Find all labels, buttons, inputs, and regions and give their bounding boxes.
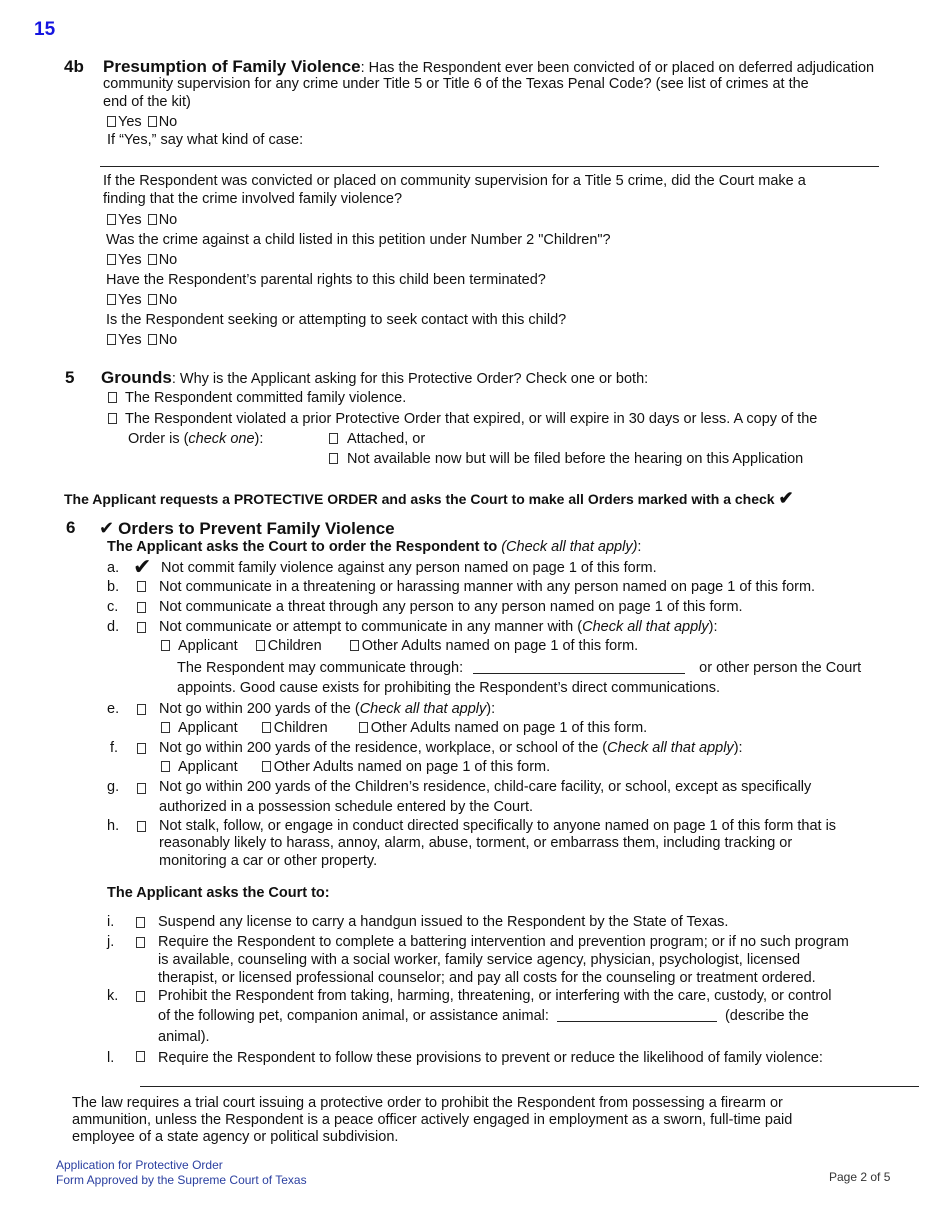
q2-answers	[107, 211, 177, 229]
animal-description-field[interactable]	[557, 1007, 717, 1022]
yes-label: Yes	[118, 212, 142, 228]
order-is-pre: Order is (	[128, 431, 189, 447]
q1-answers	[107, 113, 177, 131]
item-f-other-label: Other Adults named on page 1 of this form.	[273, 759, 551, 775]
q5-no-checkbox[interactable]	[148, 334, 157, 345]
item-h-line2: reasonably likely to harass, annoy, alarm, abuse, torment, or embarrass them, including tracking or	[159, 835, 793, 851]
section-6-title: Orders to Prevent Family Violence	[118, 519, 395, 538]
asks-pre: The Applicant asks the Court to order the Respondent to	[107, 539, 502, 555]
item-g-line2: authorized in a possession schedule entered by the Court.	[159, 799, 534, 815]
q4-no-checkbox[interactable]	[148, 294, 157, 305]
law-line1: The law requires a trial court issuing a protective order to prohibit the Respondent from possessing a firearm or	[72, 1095, 783, 1111]
item-f-post: ):	[733, 740, 743, 756]
item-g-checkbox[interactable]	[137, 783, 146, 794]
order-is-label	[128, 430, 263, 448]
item-d-other-checkbox[interactable]	[350, 640, 359, 651]
q2-line1: If the Respondent was convicted or placed on community supervision for a Title 5 crime, did the Court make a	[103, 173, 806, 189]
attached-checkbox[interactable]	[329, 433, 338, 444]
item-d-via	[177, 659, 861, 677]
check-mark-icon: ✔	[99, 518, 115, 538]
section-4b-title: Presumption of Family Violence	[103, 57, 361, 76]
q5-yes-checkbox[interactable]	[107, 334, 116, 345]
item-k-line2	[158, 1007, 809, 1025]
not-available-option	[329, 450, 803, 468]
order-is-post: ):	[254, 431, 264, 447]
item-d-children-checkbox[interactable]	[256, 640, 265, 651]
item-e-post: ):	[486, 701, 496, 717]
q2-line2: finding that the crime involved family violence?	[103, 191, 403, 207]
grounds-option-2-label: The Respondent violated a prior Protective Order that expired, or will expire in 30 days or less. A copy of the	[125, 411, 818, 427]
order-is-em: check one	[188, 431, 255, 447]
yes-label: Yes	[118, 114, 142, 130]
yes-label: Yes	[118, 292, 142, 308]
item-i-letter: i.	[107, 914, 115, 930]
section-5-intro: : Why is the Applicant asking for this Protective Order? Check one or both:	[171, 371, 649, 387]
q1-no-checkbox[interactable]	[148, 116, 157, 127]
not-available-label: Not available now but will be filed before the hearing on this Application	[347, 451, 804, 467]
section-6-heading	[99, 519, 395, 539]
item-d-via-post: or other person the Court	[699, 660, 862, 676]
item-d-checkbox[interactable]	[137, 622, 146, 633]
yes-label: Yes	[118, 252, 142, 268]
item-k-letter: k.	[107, 988, 119, 1004]
section-4b-number: 4b	[64, 57, 84, 76]
item-e-em: Check all that apply	[359, 701, 487, 717]
q3-text: Was the crime against a child listed in this petition under Number 2 "Children"?	[106, 232, 611, 248]
item-a-check-icon[interactable]: ✔	[133, 554, 152, 579]
q3-answers	[107, 251, 177, 269]
item-e-options	[161, 719, 647, 737]
q1-line3: end of the kit)	[103, 94, 191, 110]
item-l-letter: l.	[107, 1050, 115, 1066]
item-e-other-checkbox[interactable]	[359, 722, 368, 733]
item-h-line3: monitoring a car or other property.	[159, 853, 378, 869]
item-c-text: Not communicate a threat through any person to any person named on page 1 of this form.	[159, 599, 743, 615]
item-d-text	[159, 618, 718, 636]
item-d-via-line2: appoints. Good cause exists for prohibiting the Respondent’s direct communications.	[177, 680, 720, 696]
item-l-checkbox[interactable]	[136, 1051, 145, 1062]
grounds-option-1-checkbox[interactable]	[108, 392, 117, 403]
no-label: No	[158, 114, 178, 130]
check-mark-icon: ✔	[778, 488, 794, 508]
item-d-em: Check all that apply	[582, 619, 709, 635]
q4-yes-checkbox[interactable]	[107, 294, 116, 305]
request-line-text: The Applicant requests a PROTECTIVE ORDER and asks the Court to make all Orders marked with a check	[64, 491, 775, 507]
item-f-applicant-checkbox[interactable]	[161, 761, 170, 772]
item-k-line1: Prohibit the Respondent from taking, harming, threatening, or interfering with the care, custody, or control	[158, 988, 832, 1004]
item-d-letter: d.	[107, 619, 120, 635]
q2-no-checkbox[interactable]	[148, 214, 157, 225]
item-a-letter: a.	[107, 560, 120, 576]
item-i-checkbox[interactable]	[136, 917, 145, 928]
item-f-pre: Not go within 200 yards of the residence, workplace, or school of the (	[159, 740, 608, 756]
communicate-through-field[interactable]	[473, 659, 685, 674]
item-d-other-label: Other Adults named on page 1 of this form.	[361, 638, 639, 654]
grounds-option-2-checkbox[interactable]	[108, 413, 117, 424]
item-j-line1: Require the Respondent to complete a battering intervention and prevention program; or if no such program	[158, 934, 849, 950]
asks-post: :	[637, 539, 642, 555]
item-e-applicant-label: Applicant	[178, 720, 238, 736]
q3-yes-checkbox[interactable]	[107, 254, 116, 265]
item-h-letter: h.	[107, 818, 120, 834]
q5-text: Is the Respondent seeking or attempting to seek contact with this child?	[106, 312, 567, 328]
item-a-text: Not commit family violence against any person named on page 1 of this form.	[161, 560, 657, 576]
asks-court-heading: The Applicant asks the Court to:	[107, 885, 330, 901]
law-line2: ammunition, unless the Respondent is a peace officer actively engaged in employment as a sworn, full-time paid	[72, 1112, 793, 1128]
section-5-title: Grounds	[101, 368, 172, 387]
item-f-applicant-label: Applicant	[178, 759, 238, 775]
request-line	[64, 489, 794, 508]
no-label: No	[158, 252, 178, 268]
item-d-applicant-label: Applicant	[178, 638, 238, 654]
no-label: No	[158, 292, 178, 308]
item-e-other-label: Other Adults named on page 1 of this form.	[370, 720, 648, 736]
item-g-line1: Not go within 200 yards of the Children’s residence, child-care facility, or school, except as specifically	[159, 779, 812, 795]
item-f-text	[159, 739, 743, 757]
q5-answers	[107, 331, 177, 349]
item-e-pre: Not go within 200 yards of the (	[159, 701, 360, 717]
item-k-checkbox[interactable]	[136, 991, 145, 1002]
item-g-letter: g.	[107, 779, 120, 795]
grounds-option-1-label: The Respondent committed family violence.	[125, 390, 407, 406]
footer-approval: Form Approved by the Supreme Court of Texas	[56, 1173, 307, 1187]
if-yes-label: If “Yes,” say what kind of case:	[107, 132, 304, 148]
item-d-post: ):	[708, 619, 718, 635]
q4-answers	[107, 291, 177, 309]
item-e-children-label: Children	[273, 720, 328, 736]
q4-text: Have the Respondent’s parental rights to this child been terminated?	[106, 272, 546, 288]
section-6-asks	[107, 538, 641, 556]
law-line3: employee of a state agency or political subdivision.	[72, 1129, 399, 1145]
item-e-checkbox[interactable]	[137, 704, 146, 715]
item-b-text: Not communicate in a threatening or harassing manner with any person named on page 1 of this form.	[159, 579, 816, 595]
q3-no-checkbox[interactable]	[148, 254, 157, 265]
section-5-number	[65, 369, 74, 388]
attached-label: Attached, or	[347, 431, 426, 447]
section-6-num-text: 6	[66, 518, 76, 537]
item-k-line3: animal).	[158, 1029, 210, 1045]
item-e-applicant-checkbox[interactable]	[161, 722, 170, 733]
item-f-other-checkbox[interactable]	[262, 761, 271, 772]
q1-line2: community supervision for any crime under Title 5 or Title 6 of the Texas Penal Code? (see list of crimes at the	[103, 76, 809, 92]
page-number: Page 2 of 5	[829, 1170, 891, 1184]
item-j-checkbox[interactable]	[136, 937, 145, 948]
item-f-checkbox[interactable]	[137, 743, 146, 754]
item-j-line3: therapist, or licensed professional counselor; and pay all costs for the counseling or treatment ordered.	[158, 970, 816, 986]
asks-em: (Check all that apply)	[501, 539, 638, 555]
no-label: No	[158, 332, 178, 348]
item-j-letter: j.	[107, 934, 115, 950]
page-marker: 15	[34, 19, 56, 40]
item-e-letter: e.	[107, 701, 120, 717]
not-available-checkbox[interactable]	[329, 453, 338, 464]
q1-text: : Has the Respondent ever been convicted of or placed on deferred adjudication	[360, 60, 875, 76]
q2-yes-checkbox[interactable]	[107, 214, 116, 225]
item-b-checkbox[interactable]	[137, 581, 146, 592]
item-c-checkbox[interactable]	[137, 602, 146, 613]
attached-option	[329, 430, 425, 448]
item-c-letter: c.	[107, 599, 119, 615]
item-d-options	[161, 637, 638, 655]
no-label: No	[158, 212, 178, 228]
grounds-option-1	[108, 389, 406, 407]
section-5-heading	[101, 369, 648, 388]
item-l-text: Require the Respondent to follow these provisions to prevent or reduce the likelihood of family violence:	[158, 1050, 823, 1066]
item-d-children-label: Children	[267, 638, 322, 654]
item-d-via-pre: The Respondent may communicate through:	[177, 660, 464, 676]
item-h-checkbox[interactable]	[137, 821, 146, 832]
footer-form-name: Application for Protective Order	[56, 1158, 223, 1172]
yes-label: Yes	[118, 332, 142, 348]
section-6-number	[66, 519, 75, 538]
item-j-line2: is available, counseling with a social worker, family service agency, physician, psychologist, licensed	[158, 952, 801, 968]
item-f-options	[161, 758, 550, 776]
item-k-line2-pre: of the following pet, companion animal, or assistance animal:	[158, 1008, 549, 1024]
item-f-em: Check all that apply	[607, 740, 734, 756]
item-e-children-checkbox[interactable]	[262, 722, 271, 733]
item-i-text: Suspend any license to carry a handgun issued to the Respondent by the State of Texas.	[158, 914, 729, 930]
item-d-applicant-checkbox[interactable]	[161, 640, 170, 651]
item-d-pre: Not communicate or attempt to communicate in any manner with (	[159, 619, 583, 635]
item-k-line2-post: (describe the	[724, 1008, 809, 1024]
item-f-letter: f.	[110, 740, 119, 756]
section-5-num-text: 5	[65, 368, 75, 387]
q1-yes-checkbox[interactable]	[107, 116, 116, 127]
section-4b-heading	[64, 58, 84, 77]
case-kind-line[interactable]	[100, 166, 879, 167]
provisions-line[interactable]	[140, 1086, 919, 1087]
item-e-text	[159, 700, 495, 718]
grounds-option-2	[108, 410, 817, 428]
item-b-letter: b.	[107, 579, 120, 595]
item-h-line1: Not stalk, follow, or engage in conduct directed specifically to anyone named on page 1 of this form that is	[159, 818, 837, 834]
